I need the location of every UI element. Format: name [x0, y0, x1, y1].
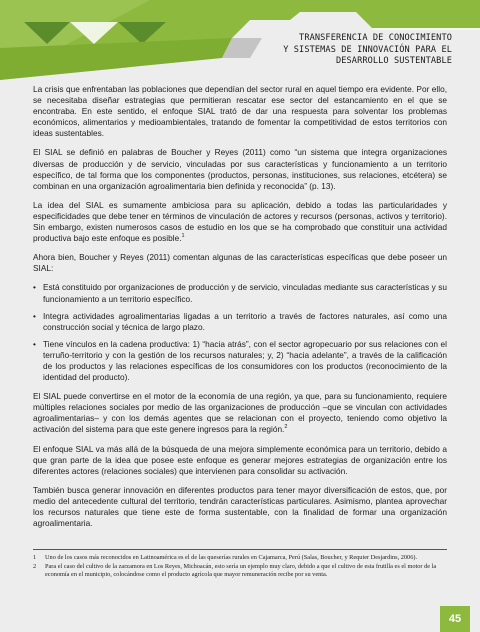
list-item	[33, 282, 447, 304]
bullet-icon: •	[33, 310, 36, 321]
page-number: 45	[440, 606, 470, 632]
paragraph: El SIAL se definió en palabras de Boucher y Reyes (2011) como “un sistema que integra organizaciones diversas de producción y de servicio, vinculadas por sus características y funcionamiento a un territorio específico, de tal forma que los componentes (productos, personas, instituciones, sus relaciones, etcétera) se combinan en una organización agroalimentaria bien definida y reconocida” (p. 13).	[33, 147, 447, 191]
paragraph: La crisis que enfrentaban las poblaciones que dependían del sector rural en aquel tiempo era evidente. Por ello, se necesitaba diseñar estrategias que permitieran rescatar ese sector del estancamiento en el que se encontraba. En este sentido, el enfoque SIAL trató de dar una respuesta para solventar los problemas económicos, alimentarios y medioambientales, tratando de fomentar la competitividad de estos territorios con ideas sustentables.	[33, 84, 447, 139]
list-item-text: Tiene vínculos en la cadena productiva: 1) “hacia atrás”, con el sector agropecuario por sus relaciones con el terruño-territorio y con la gestión de los recursos naturales; y, 2) “hacia adelante”, a través de la calificación de los productos y las relaciones específicas de los consumidores con los productos (reconocimiento de la identidad del producto).	[43, 338, 447, 383]
bullet-icon: •	[33, 282, 36, 293]
footnote-number: 1	[33, 554, 37, 561]
paragraph	[33, 391, 447, 435]
bullet-icon: •	[33, 338, 36, 349]
footnote-text: Uno de los casos más reconocidos en Latinoamérica es el de las queserías rurales en Cajamarca, Perú (Salas, Boucher, y Requier Desjardins, 2006).	[45, 554, 418, 561]
footnote-ref[interactable]: 1	[181, 233, 185, 240]
footnotes	[33, 549, 447, 580]
footnote-number: 2	[33, 563, 37, 571]
section-title	[222, 33, 452, 68]
list-item-text: Está constituido por organizaciones de producción y de servicio, vinculadas mediante sus características y su funcionamiento a un territorio específico.	[43, 282, 447, 304]
paragraph-text: La idea del SIAL es sumamente ambiciosa para su aplicación, debido a todas las particularidades y especificidades que debe tener en términos de vinculación de actores y recursos (personas, activos y territorio). Sin embargo, existen numerosos casos de estudio en los que se ha comprobado que constituir una actividad productiva bajo este enfoque es posible.	[33, 199, 447, 244]
list-item	[33, 339, 447, 383]
paragraph: Ahora bien, Boucher y Reyes (2011) comentan algunas de las características específicas que debe poseer un SIAL:	[33, 252, 447, 274]
list-item	[33, 311, 447, 333]
footnote-ref[interactable]: 2	[284, 424, 288, 431]
paragraph	[33, 200, 447, 244]
footnote	[33, 554, 447, 562]
list-item-text: Integra actividades agroalimentarias ligadas a un territorio a través de factores naturales, así como una construcción social y técnica de largo plazo.	[43, 310, 447, 332]
body-text	[33, 84, 447, 537]
section-title-line: DESARROLLO SUSTENTABLE	[335, 56, 452, 67]
bullet-list	[33, 282, 447, 383]
section-title-line: Y SISTEMAS DE INNOVACIÓN PARA EL	[283, 44, 452, 55]
paragraph-text: El SIAL puede convertirse en el motor de la economía de una región, ya que, para su funcionamiento, requiere múltiples relaciones sociales por medio de las organizaciones de producción –que se vinculan con actividades agroalimentarias– y con los demás agentes que se relacionan con el proyecto, teniendo como objetivo la activación del sistema para que este genere ingresos para la región.	[33, 391, 447, 435]
paragraph: También busca generar innovación en diferentes productos para tener mayor diversificación de estos, que, por medio del antecedente cultural del territorio, tendrán características particulares. Asimismo, plantea aprovechar los recursos naturales que tiene este de forma sustentable, con la finalidad de formar una organización agroalimentaria.	[33, 484, 447, 529]
page-header	[0, 0, 480, 80]
paragraph: El enfoque SIAL va más allá de la búsqueda de una mejora simplemente económica para un territorio, debido a que gran parte de la idea que posee este enfoque es generar mejores estrategias de organización entre los diferentes actores (relaciones sociales) que intervienen para consolidar su activación.	[33, 443, 447, 476]
footnote	[33, 563, 447, 579]
section-title-line: TRANSFERENCIA DE CONOCIMIENTO	[299, 33, 452, 43]
footnote-text: Para el caso del cultivo de la zarzamora en Los Reyes, Michoacán, esto sería un ejemplo muy claro, debido a que el cultivo de esta frutilla es el motor de la economía en el municipio, colocándose como el producto agrícola que mayor remuneración recibe por su venta.	[45, 563, 437, 579]
